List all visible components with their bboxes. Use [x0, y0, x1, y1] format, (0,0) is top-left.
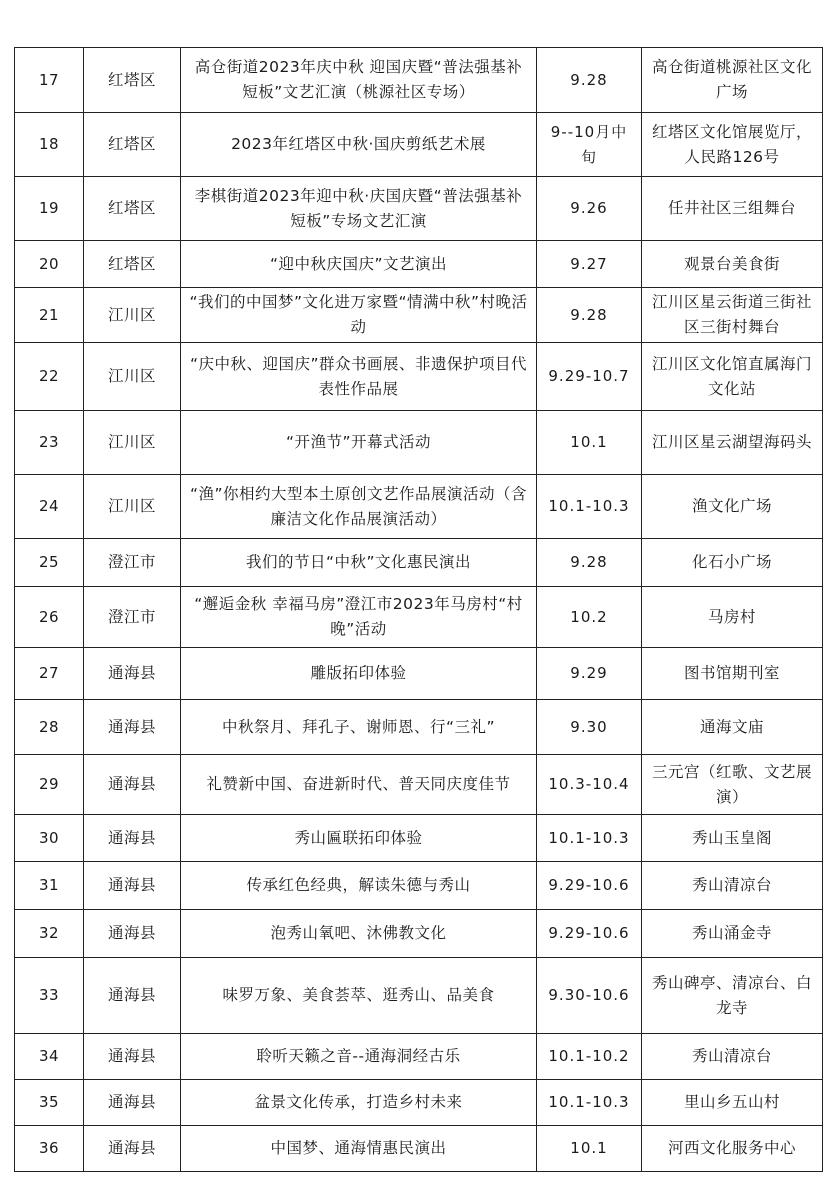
row-district: 澄江市: [84, 587, 181, 648]
row-venue: 高仓街道桃源社区文化广场: [642, 48, 823, 113]
row-district: 通海县: [84, 910, 181, 958]
table-row: [15, 539, 823, 587]
row-venue: 河西文化服务中心: [642, 1126, 823, 1172]
row-date: 10.1-10.3: [537, 815, 642, 862]
row-venue: 秀山清凉台: [642, 862, 823, 910]
table-row: [15, 815, 823, 862]
row-venue: 秀山清凉台: [642, 1034, 823, 1080]
table-row: [15, 1080, 823, 1126]
row-number: 21: [15, 288, 84, 343]
table-row: [15, 910, 823, 958]
row-date: 10.1: [537, 411, 642, 475]
row-venue: 江川区文化馆直属海门文化站: [642, 343, 823, 411]
row-date: 9.29-10.6: [537, 910, 642, 958]
row-venue: 红塔区文化馆展览厅，人民路126号: [642, 113, 823, 177]
row-event: 泡秀山氧吧、沐佛教文化: [181, 910, 537, 958]
row-venue: 秀山碑亭、清凉台、白龙寺: [642, 958, 823, 1034]
row-venue: 观景台美食街: [642, 241, 823, 288]
row-district: 澄江市: [84, 539, 181, 587]
table-row: [15, 648, 823, 700]
row-number: 17: [15, 48, 84, 113]
row-date: 9.28: [537, 539, 642, 587]
row-venue: 化石小广场: [642, 539, 823, 587]
row-date: 10.2: [537, 587, 642, 648]
row-venue: 任井社区三组舞台: [642, 177, 823, 241]
row-district: 通海县: [84, 648, 181, 700]
row-date: 10.1-10.2: [537, 1034, 642, 1080]
row-number: 33: [15, 958, 84, 1034]
activity-table: [14, 47, 823, 1172]
row-number: 26: [15, 587, 84, 648]
row-district: 通海县: [84, 1080, 181, 1126]
row-district: 通海县: [84, 755, 181, 815]
row-date: 9.27: [537, 241, 642, 288]
row-date: 9.28: [537, 288, 642, 343]
row-venue: 秀山涌金寺: [642, 910, 823, 958]
row-date: 10.1: [537, 1126, 642, 1172]
row-district: 江川区: [84, 411, 181, 475]
row-date: 9--10月中旬: [537, 113, 642, 177]
row-district: 红塔区: [84, 177, 181, 241]
row-number: 35: [15, 1080, 84, 1126]
row-number: 22: [15, 343, 84, 411]
table-row: [15, 288, 823, 343]
row-number: 25: [15, 539, 84, 587]
row-venue: 通海文庙: [642, 700, 823, 755]
table-row: [15, 113, 823, 177]
table-row: [15, 48, 823, 113]
table-row: [15, 343, 823, 411]
row-date: 9.29-10.6: [537, 862, 642, 910]
row-venue: 渔文化广场: [642, 475, 823, 539]
row-event: 我们的节日“中秋”文化惠民演出: [181, 539, 537, 587]
row-number: 27: [15, 648, 84, 700]
row-date: 10.3-10.4: [537, 755, 642, 815]
table-row: [15, 475, 823, 539]
table-row: [15, 958, 823, 1034]
row-event: 味罗万象、美食荟萃、逛秀山、品美食: [181, 958, 537, 1034]
row-date: 9.28: [537, 48, 642, 113]
row-event: 2023年红塔区中秋·国庆剪纸艺术展: [181, 113, 537, 177]
row-number: 23: [15, 411, 84, 475]
row-venue: 马房村: [642, 587, 823, 648]
row-event: “渔”你相约大型本土原创文艺作品展演活动（含廉洁文化作品展演活动）: [181, 475, 537, 539]
row-number: 30: [15, 815, 84, 862]
row-event: “庆中秋、迎国庆”群众书画展、非遗保护项目代表性作品展: [181, 343, 537, 411]
table-row: [15, 1126, 823, 1172]
row-event: “迎中秋庆国庆”文艺演出: [181, 241, 537, 288]
table-row: [15, 700, 823, 755]
table-row: [15, 755, 823, 815]
row-number: 31: [15, 862, 84, 910]
row-venue: 三元宫（红歌、文艺展演）: [642, 755, 823, 815]
row-event: “开渔节”开幕式活动: [181, 411, 537, 475]
row-event: 雕版拓印体验: [181, 648, 537, 700]
row-event: 高仓街道2023年庆中秋 迎国庆暨“普法强基补短板”文艺汇演（桃源社区专场）: [181, 48, 537, 113]
row-number: 34: [15, 1034, 84, 1080]
row-district: 江川区: [84, 343, 181, 411]
row-event: 中秋祭月、拜孔子、谢师恩、行“三礼”: [181, 700, 537, 755]
row-date: 9.30: [537, 700, 642, 755]
row-date: 9.26: [537, 177, 642, 241]
table-row: [15, 411, 823, 475]
row-event: 李棋街道2023年迎中秋·庆国庆暨“普法强基补短板”专场文艺汇演: [181, 177, 537, 241]
row-venue: 江川区星云街道三街社区三街村舞台: [642, 288, 823, 343]
row-district: 通海县: [84, 958, 181, 1034]
row-district: 通海县: [84, 862, 181, 910]
row-district: 红塔区: [84, 113, 181, 177]
row-number: 19: [15, 177, 84, 241]
table-row: [15, 587, 823, 648]
table-row: [15, 241, 823, 288]
row-venue: 秀山玉皇阁: [642, 815, 823, 862]
table-row: [15, 177, 823, 241]
row-date: 9.30-10.6: [537, 958, 642, 1034]
row-number: 36: [15, 1126, 84, 1172]
row-event: 聆听天籁之音--通海洞经古乐: [181, 1034, 537, 1080]
row-event: “邂逅金秋 幸福马房”澄江市2023年马房村“村晚”活动: [181, 587, 537, 648]
row-number: 18: [15, 113, 84, 177]
row-district: 通海县: [84, 1126, 181, 1172]
row-number: 20: [15, 241, 84, 288]
row-number: 29: [15, 755, 84, 815]
row-event: 盆景文化传承，打造乡村未来: [181, 1080, 537, 1126]
row-event: 传承红色经典，解读朱德与秀山: [181, 862, 537, 910]
row-venue: 图书馆期刊室: [642, 648, 823, 700]
row-date: 9.29-10.7: [537, 343, 642, 411]
row-event: “我们的中国梦”文化进万家暨“情满中秋”村晚活动: [181, 288, 537, 343]
row-event: 秀山匾联拓印体验: [181, 815, 537, 862]
row-number: 24: [15, 475, 84, 539]
row-number: 28: [15, 700, 84, 755]
row-district: 通海县: [84, 700, 181, 755]
table-row: [15, 862, 823, 910]
row-event: 礼赞新中国、奋进新时代、普天同庆度佳节: [181, 755, 537, 815]
row-date: 10.1-10.3: [537, 475, 642, 539]
row-venue: 江川区星云湖望海码头: [642, 411, 823, 475]
row-number: 32: [15, 910, 84, 958]
row-date: 9.29: [537, 648, 642, 700]
row-district: 通海县: [84, 815, 181, 862]
row-district: 红塔区: [84, 241, 181, 288]
row-district: 江川区: [84, 475, 181, 539]
row-event: 中国梦、通海情惠民演出: [181, 1126, 537, 1172]
table-row: [15, 1034, 823, 1080]
row-date: 10.1-10.3: [537, 1080, 642, 1126]
row-district: 通海县: [84, 1034, 181, 1080]
row-district: 江川区: [84, 288, 181, 343]
row-venue: 里山乡五山村: [642, 1080, 823, 1126]
row-district: 红塔区: [84, 48, 181, 113]
